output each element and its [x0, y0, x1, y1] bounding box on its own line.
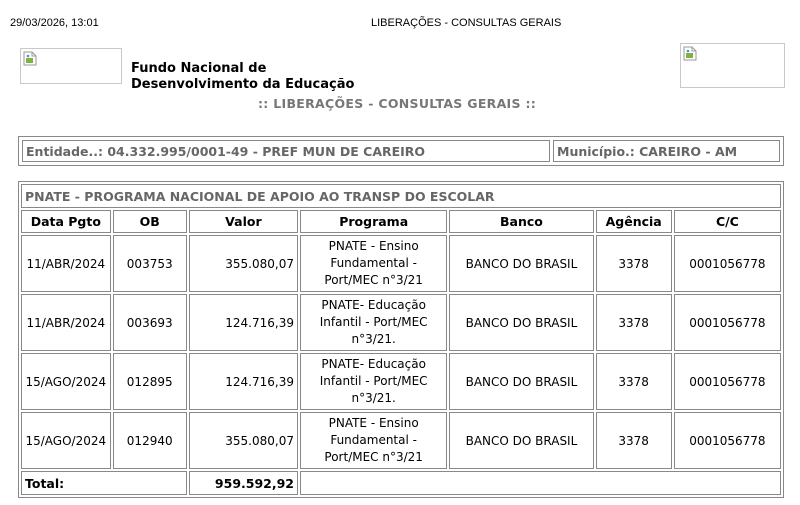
- organization-name-line1: Fundo Nacional de: [131, 61, 267, 76]
- broken-image-icon: [683, 46, 697, 61]
- cell-ob: 003753: [113, 235, 187, 292]
- cell-agencia: 3378: [596, 412, 672, 469]
- organization-name: [131, 61, 354, 93]
- cell-banco: BANCO DO BRASIL: [449, 235, 593, 292]
- fnde-logo-image: [20, 48, 122, 84]
- column-header: OB: [113, 210, 187, 233]
- program-section-title: PNATE - PROGRAMA NACIONAL DE APOIO AO TRANSP DO ESCOLAR: [21, 184, 781, 208]
- entity-name: Entidade..: 04.332.995/0001-49 - PREF MUN DE CAREIRO: [22, 140, 550, 162]
- print-header: [0, 17, 800, 33]
- column-header: C/C: [674, 210, 781, 233]
- cell-ob: 012895: [113, 353, 187, 410]
- cell-data-pgto: 11/ABR/2024: [21, 235, 111, 292]
- table-row: [21, 235, 781, 292]
- cell-cc: 0001056778: [674, 412, 781, 469]
- cell-programa: PNATE- Educação Infantil - Port/MEC n°3/21.: [300, 353, 447, 410]
- column-header: Banco: [449, 210, 593, 233]
- total-row-filler: [300, 471, 781, 495]
- cell-cc: 0001056778: [674, 353, 781, 410]
- payments-table: [18, 181, 784, 498]
- total-label: Total:: [21, 471, 187, 495]
- table-header-row: [21, 210, 781, 233]
- table-row: [21, 353, 781, 410]
- column-header: Programa: [300, 210, 447, 233]
- print-title: LIBERAÇÕES - CONSULTAS GERAIS: [371, 17, 562, 29]
- cell-programa: PNATE- Educação Infantil - Port/MEC n°3/21.: [300, 294, 447, 351]
- cell-valor: 355.080,07: [189, 412, 298, 469]
- cell-data-pgto: 15/AGO/2024: [21, 412, 111, 469]
- column-header: Valor: [189, 210, 298, 233]
- column-header: Data Pgto: [21, 210, 111, 233]
- entity-info-table: [18, 136, 784, 166]
- cell-cc: 0001056778: [674, 235, 781, 292]
- column-header: Agência: [596, 210, 672, 233]
- cell-banco: BANCO DO BRASIL: [449, 353, 593, 410]
- cell-agencia: 3378: [596, 235, 672, 292]
- page-subtitle: :: LIBERAÇÕES - CONSULTAS GERAIS ::: [258, 96, 537, 111]
- table-row: [21, 412, 781, 469]
- cell-agencia: 3378: [596, 294, 672, 351]
- total-row: [21, 471, 781, 495]
- cell-ob: 003693: [113, 294, 187, 351]
- broken-image-icon: [23, 51, 37, 66]
- entity-municipality: Município.: CAREIRO - AM: [553, 140, 780, 162]
- organization-name-line2: Desenvolvimento da Educação: [131, 77, 355, 92]
- cell-banco: BANCO DO BRASIL: [449, 412, 593, 469]
- print-datetime: 29/03/2026, 13:01: [10, 17, 99, 29]
- ministry-logo-image: [680, 43, 785, 88]
- cell-valor: 124.716,39: [189, 294, 298, 351]
- cell-data-pgto: 15/AGO/2024: [21, 353, 111, 410]
- table-row: [21, 294, 781, 351]
- cell-valor: 355.080,07: [189, 235, 298, 292]
- cell-banco: BANCO DO BRASIL: [449, 294, 593, 351]
- cell-data-pgto: 11/ABR/2024: [21, 294, 111, 351]
- cell-valor: 124.716,39: [189, 353, 298, 410]
- cell-programa: PNATE - Ensino Fundamental - Port/MEC n°3/21: [300, 412, 447, 469]
- cell-ob: 012940: [113, 412, 187, 469]
- cell-agencia: 3378: [596, 353, 672, 410]
- cell-programa: PNATE - Ensino Fundamental - Port/MEC n°3/21: [300, 235, 447, 292]
- cell-cc: 0001056778: [674, 294, 781, 351]
- total-value: 959.592,92: [189, 471, 298, 495]
